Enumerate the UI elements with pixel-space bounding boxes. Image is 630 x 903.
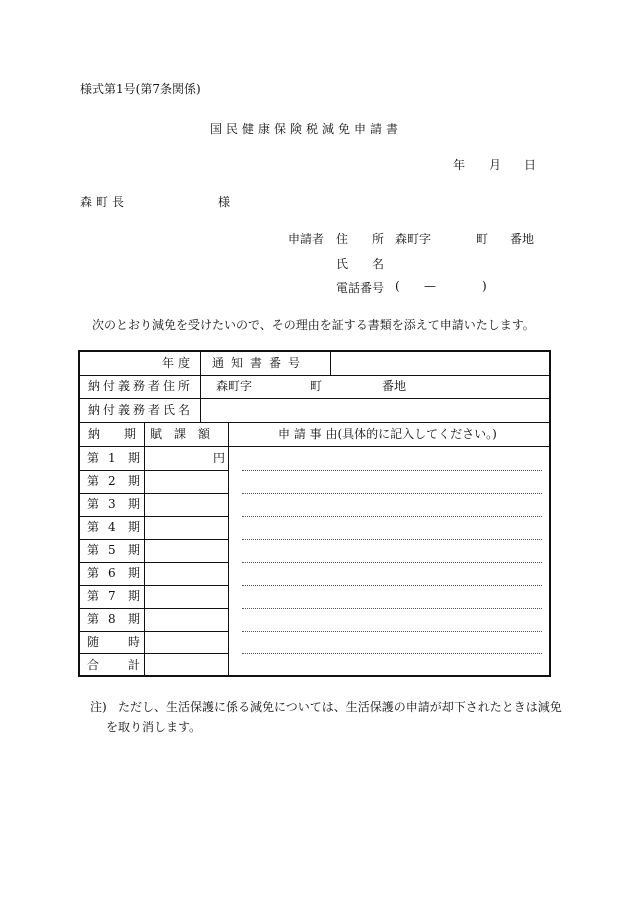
col-amount-header: 賦 課 額 (150, 427, 211, 441)
amount-field[interactable] (148, 564, 224, 582)
period-label-number: 3 (108, 497, 116, 511)
payer-address-town: 町 (310, 379, 323, 393)
period-label-number: 4 (108, 520, 116, 534)
currency-unit: 円 (213, 451, 226, 465)
reduction-application-table (78, 350, 551, 677)
reason-line (242, 653, 542, 654)
applicant-address-label: 住 所 (336, 232, 385, 246)
period-label-prefix: 第 (87, 520, 100, 534)
period-label-suffix: 期 (128, 520, 141, 534)
period-label-prefix: 第 (87, 543, 100, 557)
period-label-suffix: 期 (128, 474, 141, 488)
applicant-name-label: 氏 名 (336, 257, 385, 271)
reason-line (242, 539, 542, 540)
phone-close-paren: ) (482, 279, 487, 293)
period-label-suffix: 期 (128, 497, 141, 511)
period-label-suffix: 期 (128, 612, 141, 626)
phone-dash: — (424, 279, 436, 293)
payer-address-banchi: 番地 (382, 379, 407, 393)
note-text-line2: を取り消します。 (106, 720, 202, 734)
reason-line (242, 585, 542, 586)
period-label-prefix: 合 (87, 658, 100, 672)
period-label-prefix: 第 (87, 589, 100, 603)
phone-open-paren: ( (395, 279, 400, 293)
applicant-address-banchi: 番地 (510, 232, 535, 246)
applicant-label: 申請者 (288, 232, 325, 246)
notice-number-label: 通知書番号 (212, 356, 308, 370)
period-label-suffix: 期 (128, 543, 141, 557)
amount-field[interactable] (148, 518, 224, 536)
period-label-prefix: 第 (87, 451, 100, 465)
period-label-suffix: 期 (128, 566, 141, 580)
period-label-number: 5 (108, 543, 116, 557)
amount-field[interactable] (148, 495, 224, 513)
period-label-suffix: 時 (128, 635, 141, 649)
amount-field[interactable] (148, 541, 224, 559)
period-label-suffix: 期 (128, 589, 141, 603)
payer-name-field[interactable] (206, 401, 546, 419)
applicant-address-prefix: 森町字 (395, 232, 432, 246)
col-reason-header: 申 請 事 由(具体的に記入してください。) (278, 427, 497, 441)
period-label-prefix: 第 (87, 612, 100, 626)
amount-field[interactable] (148, 633, 224, 651)
period-label-prefix: 随 (87, 635, 100, 649)
period-label-suffix: 計 (128, 658, 141, 672)
fiscal-year-label: 年度 (162, 356, 195, 370)
period-label-number: 2 (108, 474, 116, 488)
note-label: 注) (90, 700, 107, 714)
applicant-phone-label: 電話番号 (336, 281, 385, 295)
period-label-number: 1 (108, 451, 116, 465)
period-label-number: 6 (108, 566, 116, 580)
reason-line (242, 470, 542, 471)
period-label-number: 7 (108, 589, 116, 603)
form-number: 様式第1号(第7条関係) (80, 82, 201, 96)
applicant-address-town: 町 (476, 232, 489, 246)
notice-number-field[interactable] (336, 354, 546, 372)
reason-line (242, 493, 542, 494)
payer-name-label: 納付義務者氏名 (88, 403, 194, 417)
date-day-label: 日 (524, 158, 537, 172)
period-label-number: 8 (108, 612, 116, 626)
payer-address-label: 納付義務者住所 (88, 379, 194, 393)
amount-field[interactable] (148, 587, 224, 605)
amount-field[interactable] (148, 472, 224, 490)
payer-address-prefix: 森町字 (216, 379, 253, 393)
intro-statement: 次のとおり減免を受けたいので、その理由を証する書類を添えて申請いたします。 (92, 318, 535, 332)
document-title: 国民健康保険税減免申請書 (210, 122, 403, 136)
col-period-header: 納 期 (88, 427, 137, 441)
reason-line (242, 608, 542, 609)
period-label-prefix: 第 (87, 566, 100, 580)
reason-line (242, 631, 542, 632)
period-label-prefix: 第 (87, 497, 100, 511)
note-text-line1: ただし、生活保護に係る減免については、生活保護の申請が却下されたときは減免 (118, 700, 562, 714)
period-label-suffix: 期 (128, 451, 141, 465)
recipient-honorific: 様 (218, 195, 231, 209)
reason-line (242, 516, 542, 517)
reason-line (242, 562, 542, 563)
date-month-label: 月 (489, 158, 502, 172)
date-year-label: 年 (453, 158, 466, 172)
amount-field[interactable] (148, 656, 224, 674)
recipient: 森町長 (80, 195, 129, 209)
period-label-prefix: 第 (87, 474, 100, 488)
amount-field[interactable] (148, 610, 224, 628)
